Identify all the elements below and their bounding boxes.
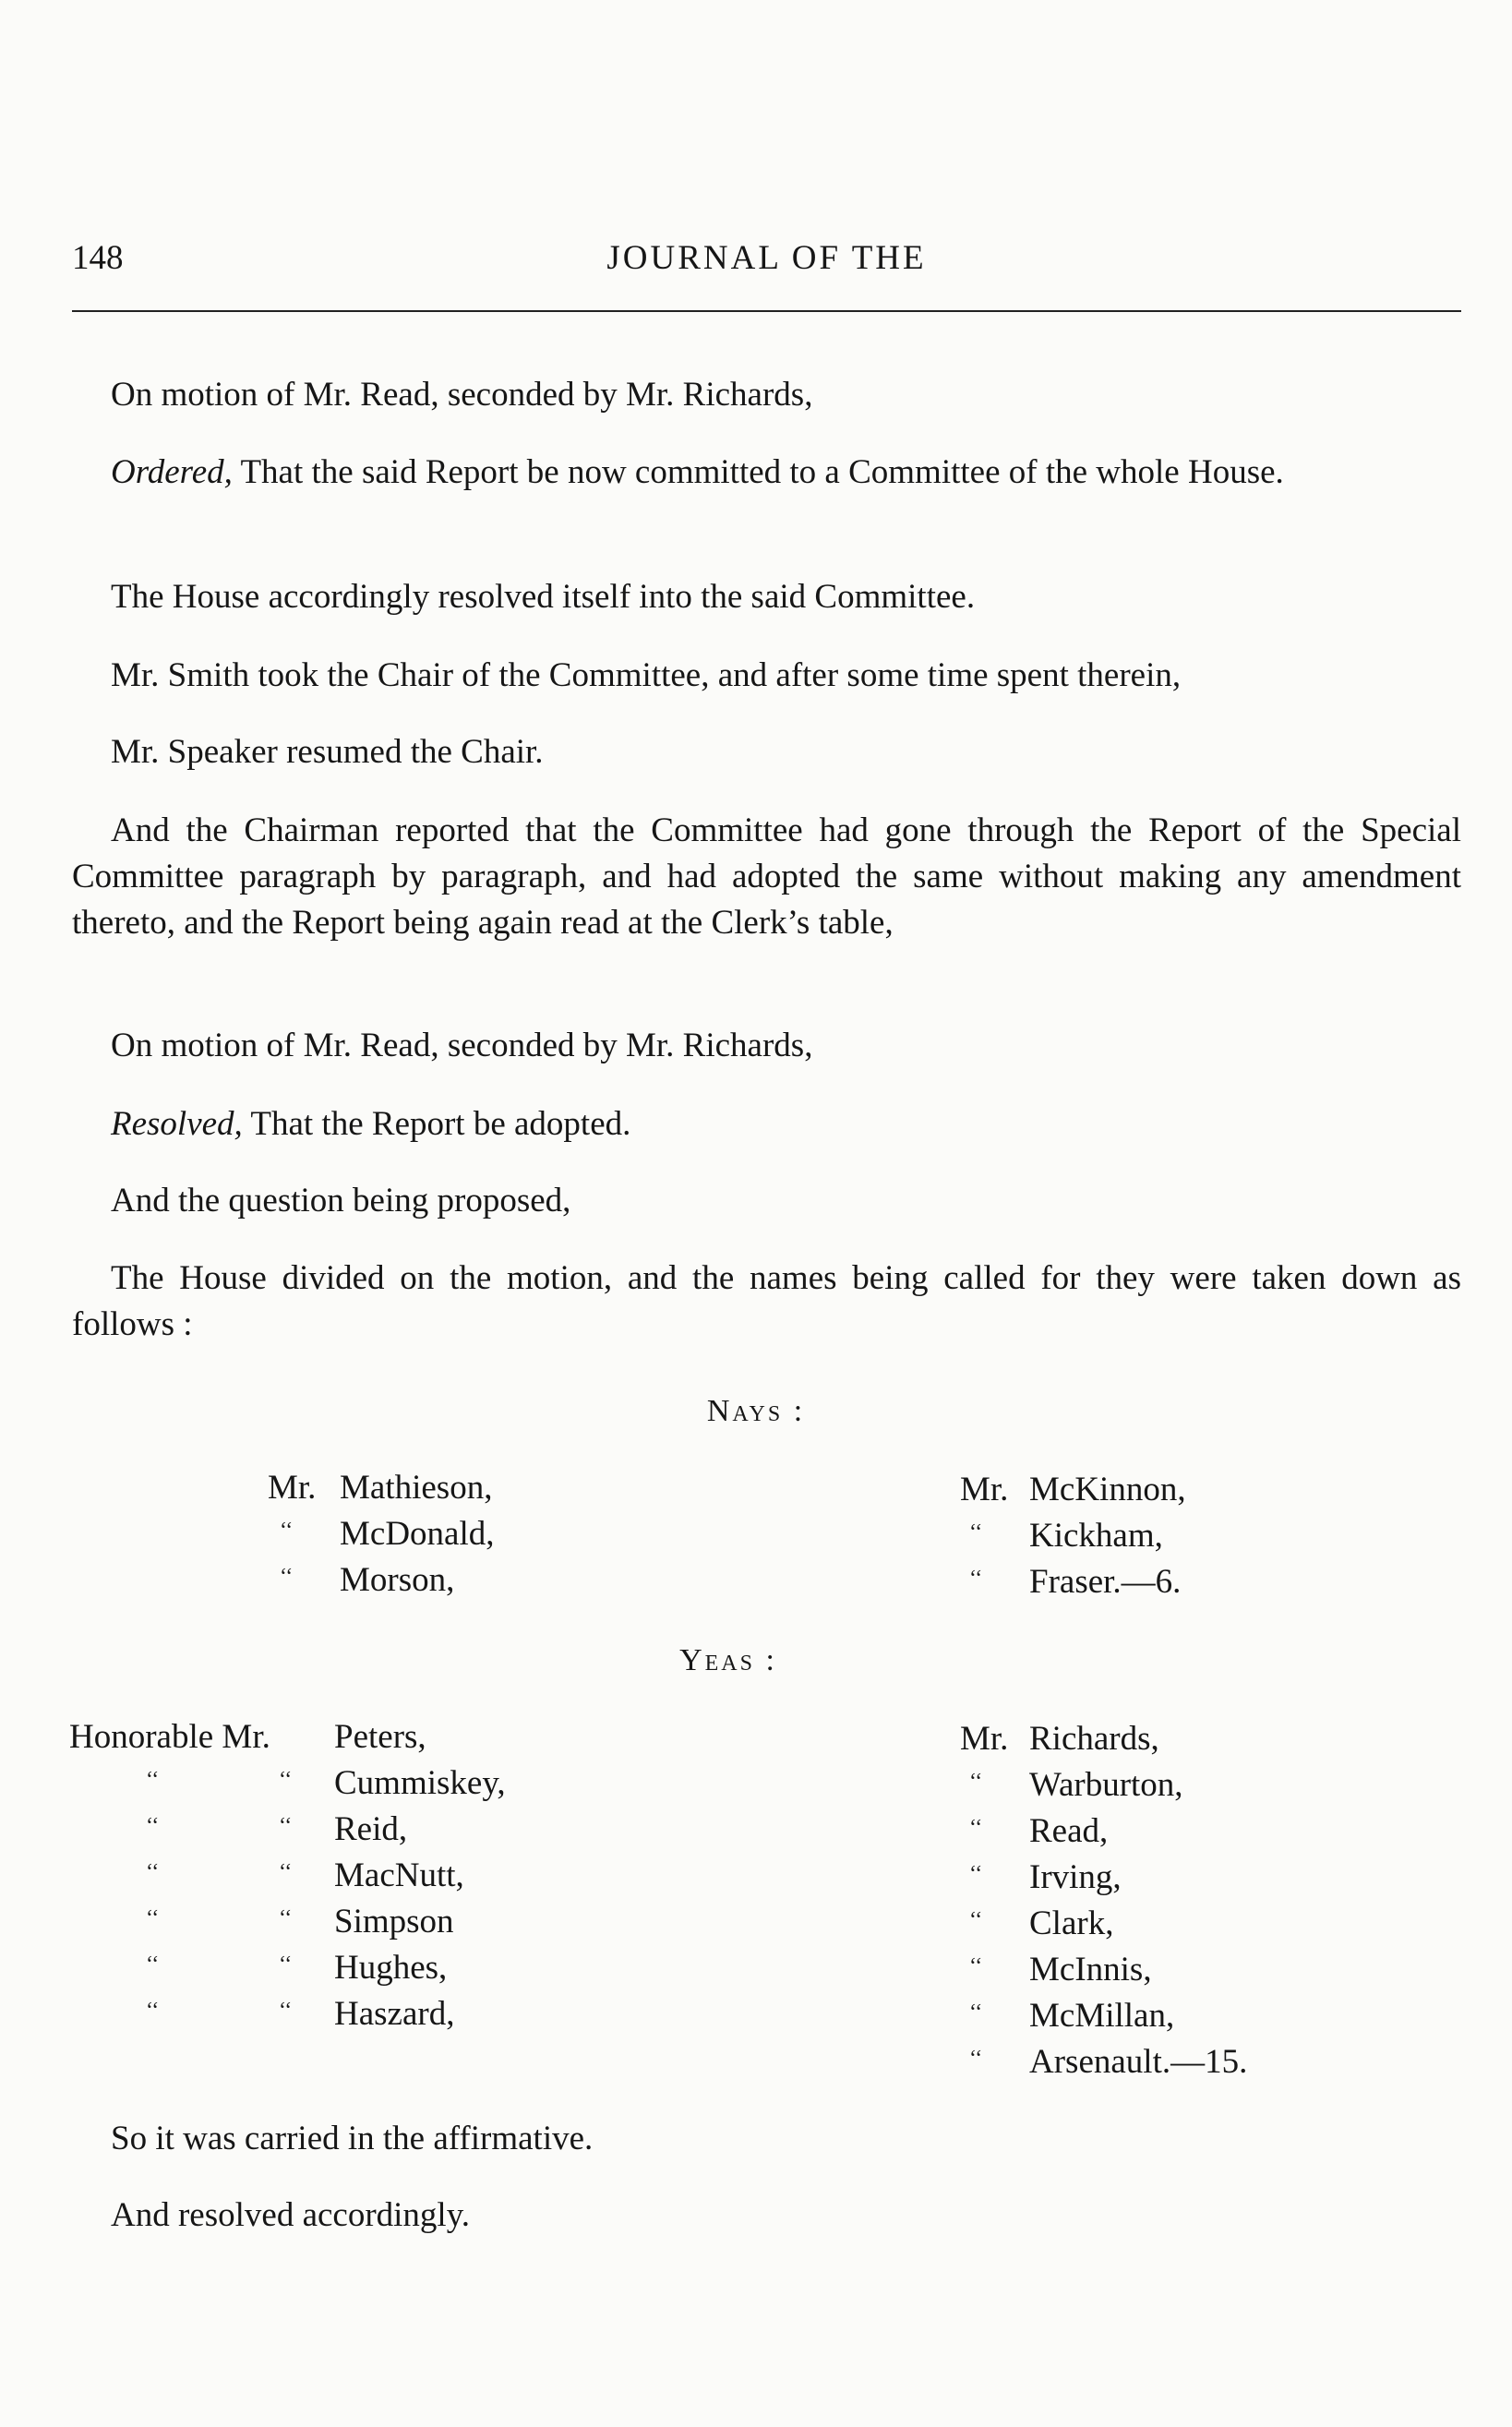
ditto-mark: ‘‘ — [969, 1770, 983, 1794]
paragraph-smith-chair: Mr. Smith took the Chair of the Committee, and after some time spent therein, — [111, 656, 1182, 694]
nay-name: Fraser.—6. — [1029, 1563, 1182, 1601]
ditto-mark: ‘‘ — [969, 1520, 983, 1544]
yeas-left-prefix: Honorable Mr. — [69, 1718, 270, 1756]
nay-name: Kickham, — [1029, 1517, 1163, 1555]
header-rule — [72, 310, 1461, 312]
yea-name: McInnis, — [1029, 1951, 1152, 1988]
resolved-text: That the Report be adopted. — [242, 1105, 631, 1143]
ditto-mark: ‘‘ — [146, 1999, 160, 2023]
paragraph-question-proposed: And the question being proposed, — [111, 1182, 571, 1220]
paragraph-chairman-reported: And the Chairman reported that the Committee had gone through the Report of the Special Committee paragraph by paragraph, and had adopted the same without making any amendment thereto, and the Report being again read at the Clerk’s table, — [72, 811, 1461, 942]
yea-name: Haszard, — [334, 1995, 455, 2033]
paragraph-carried: So it was carried in the affirmative. — [111, 2120, 594, 2157]
ditto-mark: ‘‘ — [279, 1860, 293, 1884]
ditto-mark: ‘‘ — [279, 1906, 293, 1930]
yea-name: Peters, — [334, 1718, 426, 1756]
ditto-mark: ‘‘ — [969, 1816, 983, 1840]
running-head: JOURNAL OF THE — [606, 239, 927, 277]
ditto-mark: ‘‘ — [146, 1952, 160, 1976]
ditto-mark: ‘‘ — [146, 1768, 160, 1792]
paragraph-resolved-accordingly: And resolved accordingly. — [111, 2196, 471, 2234]
nay-name: Mathieson, — [340, 1469, 493, 1507]
yea-name: MacNutt, — [334, 1856, 464, 1894]
yeas-right-prefix: Mr. — [960, 1720, 1009, 1758]
yea-name: Simpson — [334, 1903, 454, 1940]
ditto-mark: ‘‘ — [279, 1768, 293, 1792]
yea-name: Richards, — [1029, 1720, 1159, 1758]
paragraph-ordered — [72, 450, 1461, 496]
yea-name: Irving, — [1029, 1858, 1122, 1896]
ordered-text: That the said Report be now committed to a Committee of the whole House. — [232, 453, 1284, 491]
yeas-heading: Yeas : — [679, 1643, 777, 1677]
ditto-mark: ‘‘ — [969, 2000, 983, 2025]
nays-right-prefix: Mr. — [960, 1471, 1009, 1508]
nays-left-prefix: Mr. — [268, 1469, 317, 1507]
nay-name: Morson, — [340, 1561, 455, 1599]
yea-name: Hughes, — [334, 1949, 448, 1987]
ditto-mark: ‘‘ — [969, 1567, 983, 1591]
yea-name: Arsenault.—15. — [1029, 2043, 1248, 2081]
page-header — [72, 238, 1461, 284]
ditto-mark: ‘‘ — [146, 1814, 160, 1838]
ditto-mark: ‘‘ — [969, 1908, 983, 1932]
paragraph-house-resolved: The House accordingly resolved itself into the said Committee. — [111, 578, 976, 616]
ditto-mark: ‘‘ — [146, 1860, 160, 1884]
yea-name: Cummiskey, — [334, 1764, 506, 1802]
ordered-label: Ordered, — [111, 453, 233, 491]
paragraph-resolved — [72, 1101, 1461, 1147]
ditto-mark: ‘‘ — [969, 1954, 983, 1978]
yea-name: McMillan, — [1029, 1997, 1175, 2035]
ditto-mark: ‘‘ — [279, 1999, 293, 2023]
nays-heading: Nays : — [706, 1394, 806, 1428]
paragraph-speaker-resumed: Mr. Speaker resumed the Chair. — [111, 733, 544, 771]
ditto-mark: ‘‘ — [279, 1952, 293, 1976]
page-number: 148 — [72, 239, 124, 277]
paragraph-motion-1: On motion of Mr. Read, seconded by Mr. Richards, — [111, 376, 813, 414]
yea-name: Warburton, — [1029, 1766, 1183, 1804]
ditto-mark: ‘‘ — [280, 1519, 294, 1543]
ditto-mark: ‘‘ — [969, 2047, 983, 2071]
yea-name: Clark, — [1029, 1904, 1114, 1942]
resolved-label: Resolved, — [111, 1105, 243, 1143]
ditto-mark: ‘‘ — [969, 1862, 983, 1886]
paragraph-house-divided: The House divided on the motion, and the names being called for they were taken down as follows : — [72, 1259, 1461, 1343]
yea-name: Reid, — [334, 1810, 408, 1848]
paragraph-motion-2: On motion of Mr. Read, seconded by Mr. Richards, — [111, 1027, 813, 1064]
nay-name: McDonald, — [340, 1515, 495, 1553]
ditto-mark: ‘‘ — [146, 1906, 160, 1930]
ditto-mark: ‘‘ — [279, 1814, 293, 1838]
yea-name: Read, — [1029, 1812, 1109, 1850]
nay-name: McKinnon, — [1029, 1471, 1186, 1508]
ditto-mark: ‘‘ — [280, 1565, 294, 1589]
